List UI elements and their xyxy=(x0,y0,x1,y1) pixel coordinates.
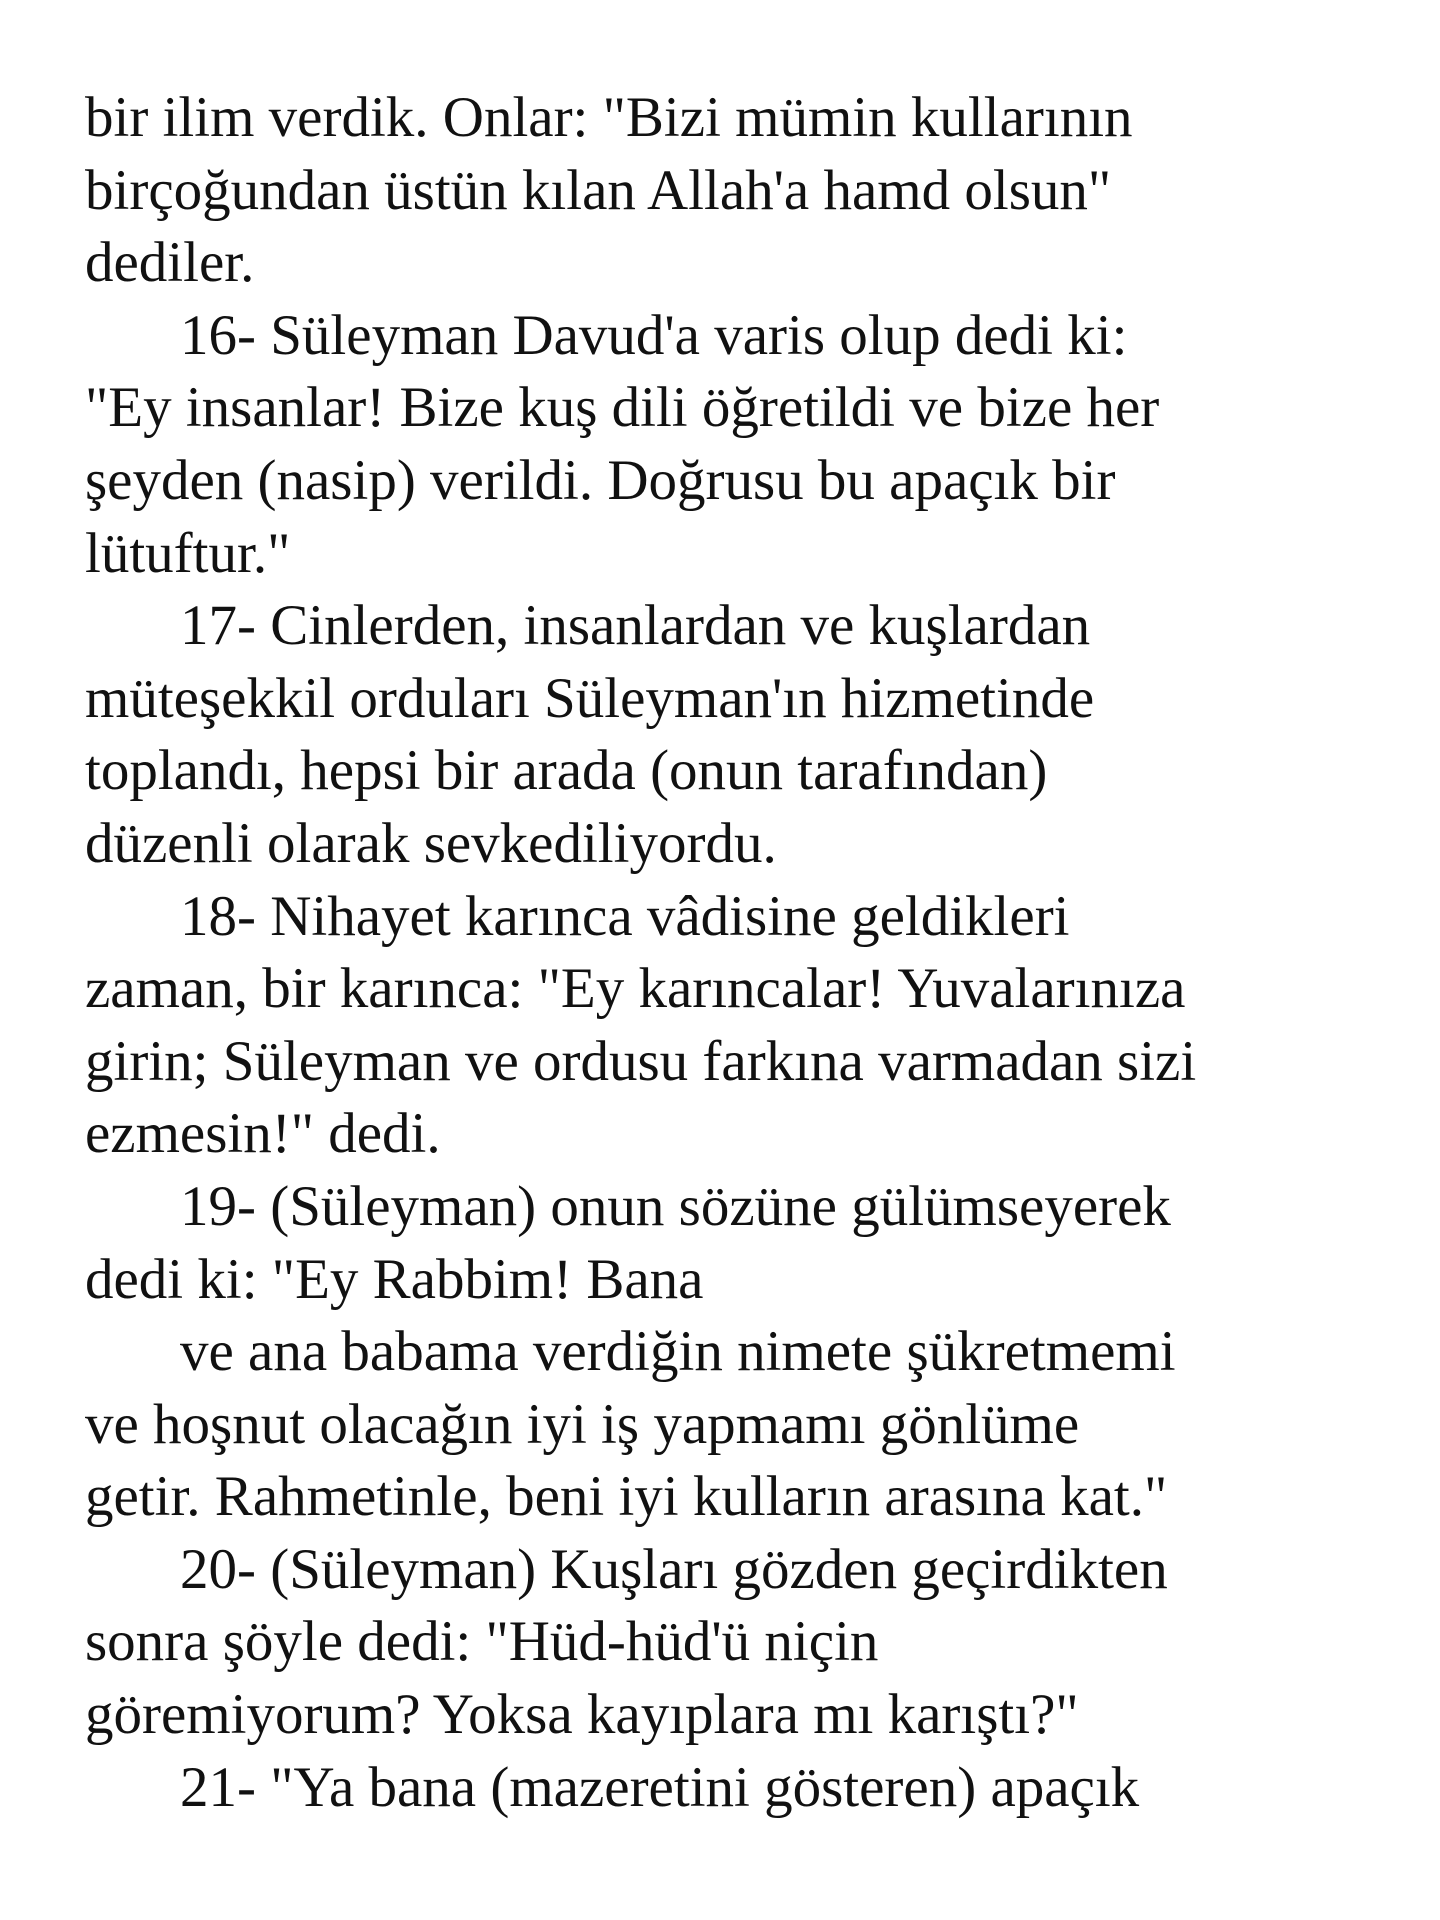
verse-19-start: 19- (Süleyman) onun sözüne gülümseyerek xyxy=(180,1174,1171,1238)
text-line: sonra şöyle dedi: "Hüd-hüd'ü niçin xyxy=(85,1610,879,1674)
text-line: birçoğundan üstün kılan Allah'a hamd olsun" xyxy=(85,158,1112,222)
text-line: bir ilim verdik. Onlar: "Bizi mümin kullarının xyxy=(85,86,1133,149)
verse-21-start: 21- "Ya bana (mazeretini gösteren) apaçık xyxy=(180,1755,1140,1819)
text-line: müteşekkil orduları Süleyman'ın hizmetinde xyxy=(85,666,1095,730)
text-line: getir. Rahmetinle, beni iyi kulların arasına kat." xyxy=(85,1465,1168,1529)
text-line: toplandı, hepsi bir arada (onun tarafından) xyxy=(85,739,1048,803)
text-line: düzenli olarak sevkediliyordu. xyxy=(85,811,777,875)
verse-17-start: 17- Cinlerden, insanlardan ve kuşlardan xyxy=(180,594,1091,658)
verse-20-start: 20- (Süleyman) Kuşları gözden geçirdikten xyxy=(180,1537,1168,1601)
text-line: dediler. xyxy=(85,231,255,295)
text-line-indented: ve ana babama verdiğin nimete şükretmemi xyxy=(180,1320,1176,1384)
document-body-text xyxy=(85,82,1405,1824)
text-line: girin; Süleyman ve ordusu farkına varmadan sizi xyxy=(85,1029,1197,1093)
verse-16-start: 16- Süleyman Davud'a varis olup dedi ki: xyxy=(180,303,1128,367)
text-line: göremiyorum? Yoksa kayıplara mı karıştı?" xyxy=(85,1683,1079,1747)
text-line: zaman, bir karınca: "Ey karıncalar! Yuvalarınıza xyxy=(85,957,1186,1021)
text-line: ezmesin!" dedi. xyxy=(85,1102,441,1166)
text-line: "Ey insanlar! Bize kuş dili öğretildi ve bize her xyxy=(85,376,1160,440)
text-line: ve hoşnut olacağın iyi iş yapmamı gönlüme xyxy=(85,1392,1080,1456)
text-line: dedi ki: "Ey Rabbim! Bana xyxy=(85,1247,704,1311)
text-line: şeyden (nasip) verildi. Doğrusu bu apaçık bir xyxy=(85,448,1116,512)
verse-18-start: 18- Nihayet karınca vâdisine geldikleri xyxy=(180,884,1070,948)
text-line: lütuftur." xyxy=(85,521,291,585)
